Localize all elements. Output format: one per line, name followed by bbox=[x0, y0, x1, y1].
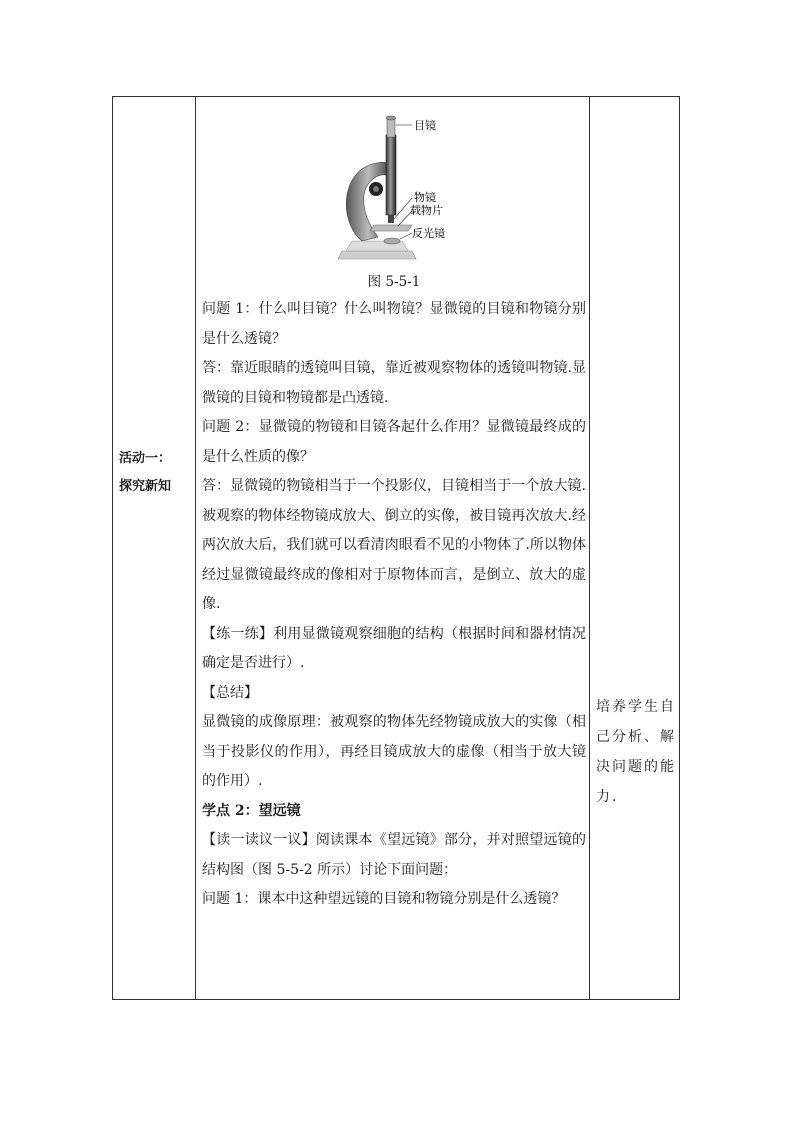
read-discuss: 【读一读议一议】阅读课本《望远镜》部分，并对照望远镜的结构图（图 5-5-2 所示）讨论下面问题： bbox=[202, 832, 586, 878]
summary-text: 显微镜的成像原理：被观察的物体先经物镜成放大的实像（相当于投影仪的作用），再经目镜成放大的虚像（相当于放大镜的作用）. bbox=[202, 714, 586, 789]
content-cell bbox=[196, 97, 589, 999]
goal-cell bbox=[590, 97, 680, 999]
activity-label-line: 探究新知 bbox=[119, 479, 172, 494]
figure-caption: 图 5-5-1 bbox=[367, 274, 421, 290]
label-slide: 载物片 bbox=[410, 204, 443, 217]
label-mirror: 反光镜 bbox=[412, 227, 445, 240]
answer-2: 答：显微镜的物镜相当于一个投影仪，目镜相当于一个放大镜.被观察的物体经物镜成放大、倒立的实像，被目镜再次放大.经两次放大后，我们就可以看清肉眼看不见的小物体了.所以物体经过显微镜最终成的像相对于原物体而言，是倒立、放大的虚像. bbox=[202, 478, 586, 612]
label-eyepiece: 目镜 bbox=[414, 119, 436, 132]
question-1: 问题 1：什么叫目镜？什么叫物镜？显微镜的目镜和物镜分别是什么透镜？ bbox=[202, 301, 586, 347]
practice: 【练一练】利用显微镜观察细胞的结构（根据时间和器材情况确定是否进行）. bbox=[202, 625, 586, 671]
section-heading: 学点 2：望远镜 bbox=[202, 802, 301, 819]
microscope-figure bbox=[202, 105, 586, 265]
lesson-table bbox=[112, 96, 680, 1000]
goal-text: 培养学生自己分析、解决问题的能力. bbox=[596, 699, 676, 805]
question-2: 问题 2：显微镜的物镜和目镜各起什么作用？显微镜最终成的是什么性质的像？ bbox=[202, 419, 586, 465]
answer-1: 答：靠近眼睛的透镜叫目镜，靠近被观察物体的透镜叫物镜.显微镜的目镜和物镜都是凸透镜. bbox=[202, 360, 586, 406]
activity-label bbox=[119, 445, 171, 501]
question-telescope: 问题 1：课本中这种望远镜的目镜和物镜分别是什么透镜？ bbox=[202, 891, 566, 907]
microscope-illustration bbox=[202, 105, 586, 265]
activity-cell bbox=[113, 97, 195, 999]
activity-label-line: 活动一： bbox=[119, 451, 172, 466]
label-objective: 物镜 bbox=[414, 191, 436, 204]
summary-heading: 【总结】 bbox=[202, 684, 258, 701]
